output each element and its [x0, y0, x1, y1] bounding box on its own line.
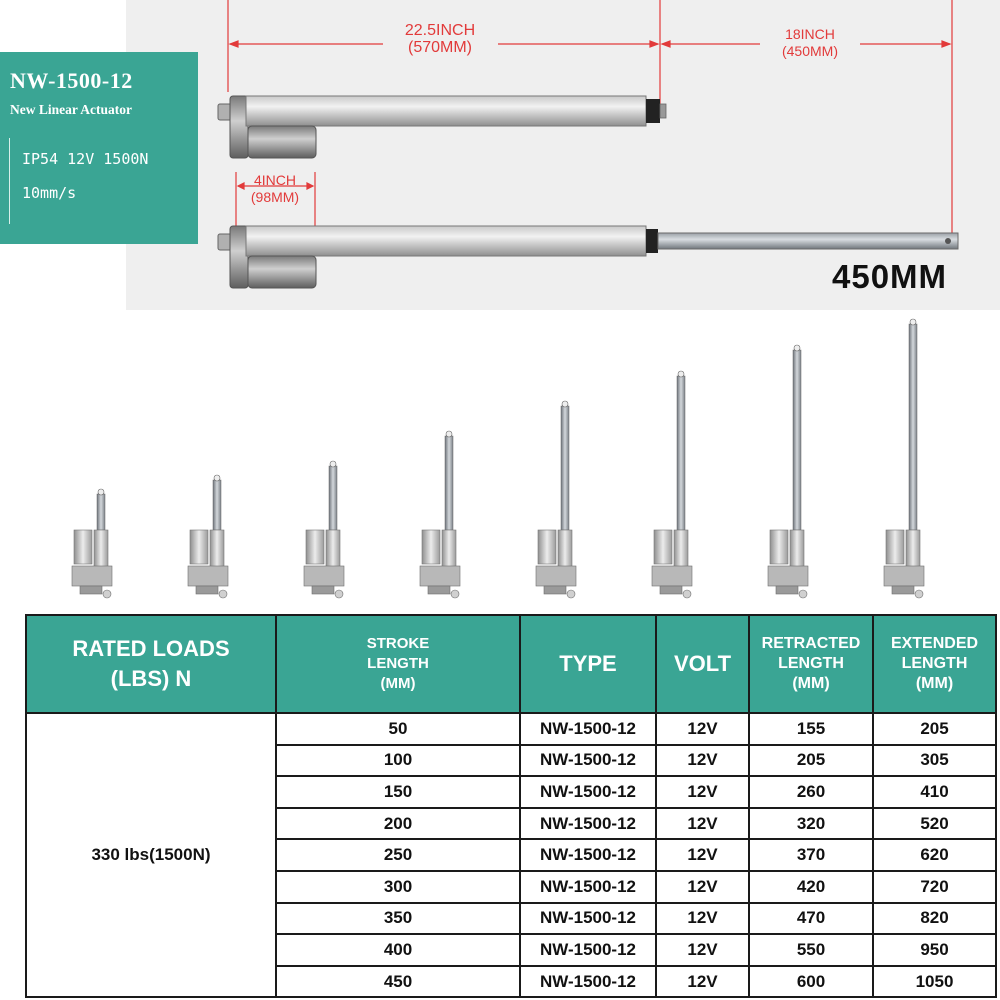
volt-cell: 12V: [656, 871, 749, 903]
retracted-length-inch: 22.5INCH: [404, 22, 476, 39]
header-stroke-length: [276, 615, 520, 713]
stroke-length-label: [760, 26, 860, 60]
header-retracted-length: [749, 615, 873, 713]
stroke-cell: 350: [276, 903, 520, 935]
header-rated-loads: [26, 615, 276, 713]
header-stroke-line2: LENGTH: [367, 655, 429, 672]
header-rated-loads-line2: (LBS) N: [110, 666, 192, 691]
motor-length-label: [232, 172, 318, 206]
volt-cell: 12V: [656, 903, 749, 935]
type-cell: NW-1500-12: [520, 966, 656, 998]
retracted-cell: 550: [749, 934, 873, 966]
extended-cell: 620: [873, 839, 996, 871]
retracted-cell: 420: [749, 871, 873, 903]
stroke-cell: 200: [276, 808, 520, 840]
motor-length-mm: (98MM): [250, 189, 300, 205]
header-retracted-line3: (MM): [792, 675, 830, 692]
extended-cell: 1050: [873, 966, 996, 998]
badge-divider: [9, 138, 10, 224]
spec-table: [25, 614, 997, 998]
table-row: [26, 713, 996, 745]
retracted-cell: 470: [749, 903, 873, 935]
volt-cell: 12V: [656, 776, 749, 808]
volt-cell: 12V: [656, 934, 749, 966]
rated-load-value: 330 lbs(1500N): [26, 713, 276, 997]
spec-line-1: IP54 12V 1500N: [22, 150, 149, 168]
extended-cell: 520: [873, 808, 996, 840]
retracted-cell: 155: [749, 713, 873, 745]
stroke-size-label: 450MM: [832, 258, 948, 295]
header-stroke-line1: STROKE: [366, 635, 430, 652]
type-cell: NW-1500-12: [520, 871, 656, 903]
header-volt: VOLT: [656, 615, 749, 713]
extended-cell: 820: [873, 903, 996, 935]
type-cell: NW-1500-12: [520, 808, 656, 840]
model-badge: [0, 52, 198, 244]
stroke-length-inch: 18INCH: [785, 26, 835, 42]
actuator-retracted: [218, 96, 666, 158]
extended-cell: 305: [873, 745, 996, 777]
stroke-cell: 450: [276, 966, 520, 998]
model-name: NW-1500-12: [10, 68, 133, 93]
volt-cell: 12V: [656, 839, 749, 871]
actuator-lineup: [72, 319, 924, 598]
stroke-cell: 250: [276, 839, 520, 871]
type-cell: NW-1500-12: [520, 903, 656, 935]
retracted-cell: 260: [749, 776, 873, 808]
table-header-row: [26, 615, 996, 713]
type-cell: NW-1500-12: [520, 934, 656, 966]
header-rated-loads-line1: RATED LOADS: [72, 636, 230, 661]
header-extended-line2: LENGTH: [901, 655, 968, 672]
spec-line-2: 10mm/s: [22, 184, 77, 202]
retracted-length-label: [378, 22, 502, 56]
stroke-cell: 400: [276, 934, 520, 966]
header-stroke-line3: (MM): [380, 675, 416, 692]
extended-cell: 205: [873, 713, 996, 745]
type-cell: NW-1500-12: [520, 839, 656, 871]
volt-cell: 12V: [656, 745, 749, 777]
volt-cell: 12V: [656, 808, 749, 840]
type-cell: NW-1500-12: [520, 713, 656, 745]
stroke-cell: 100: [276, 745, 520, 777]
stroke-cell: 300: [276, 871, 520, 903]
type-cell: NW-1500-12: [520, 745, 656, 777]
extended-cell: 720: [873, 871, 996, 903]
type-cell: NW-1500-12: [520, 776, 656, 808]
volt-cell: 12V: [656, 966, 749, 998]
retracted-cell: 600: [749, 966, 873, 998]
model-subtitle: New Linear Actuator: [10, 102, 132, 117]
header-retracted-line2: LENGTH: [778, 655, 844, 672]
stroke-cell: 50: [276, 713, 520, 745]
volt-cell: 12V: [656, 713, 749, 745]
retracted-cell: 205: [749, 745, 873, 777]
retracted-length-mm: (570MM): [407, 39, 472, 56]
retracted-cell: 320: [749, 808, 873, 840]
motor-length-inch: 4INCH: [253, 172, 296, 188]
stroke-cell: 150: [276, 776, 520, 808]
header-extended-line3: (MM): [915, 675, 954, 692]
stroke-length-mm: (450MM): [781, 43, 838, 59]
extended-cell: 410: [873, 776, 996, 808]
header-type: TYPE: [520, 615, 656, 713]
header-retracted-line1: RETRACTED: [761, 635, 861, 652]
retracted-cell: 370: [749, 839, 873, 871]
header-extended-length: [873, 615, 996, 713]
extended-cell: 950: [873, 934, 996, 966]
header-extended-line1: EXTENDED: [890, 635, 979, 652]
